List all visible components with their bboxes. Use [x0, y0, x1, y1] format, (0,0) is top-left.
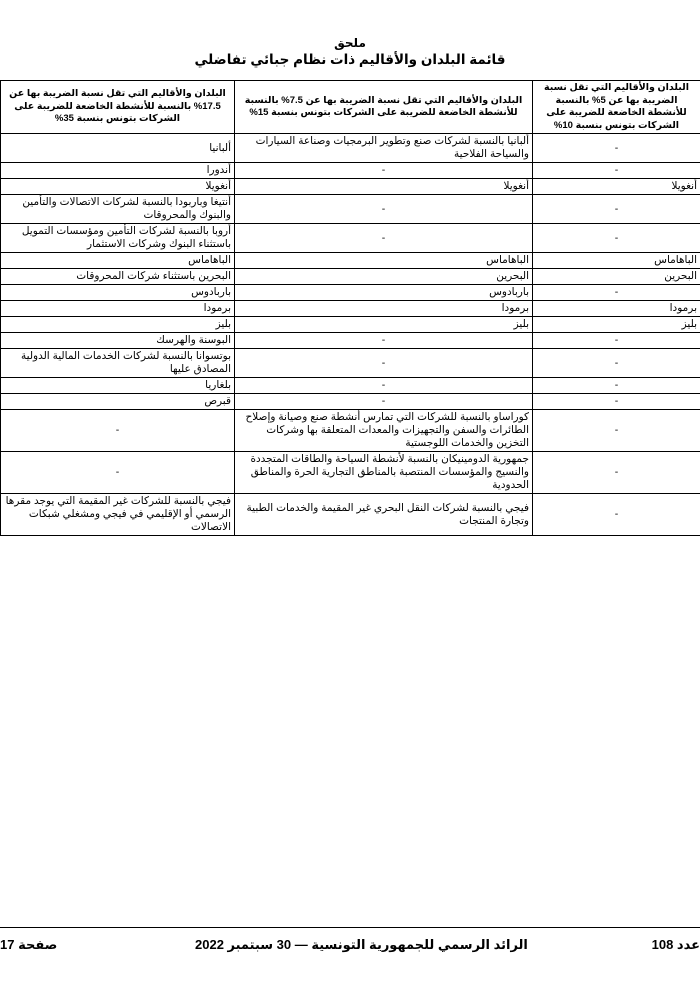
table-row	[1, 285, 700, 301]
table-cell: -	[533, 394, 700, 410]
table-cell: -	[533, 333, 700, 349]
table-cell: أروبا بالنسبة لشركات التأمين ومؤسسات التمويل باستثناء البنوك وشركات الاستثمار	[1, 224, 235, 253]
table-cell: أنتيغا وباربودا بالنسبة لشركات الاتصالات والتأمين والبنوك والمحروقات	[1, 195, 235, 224]
table-row	[1, 333, 700, 349]
table-cell: بليز	[1, 317, 235, 333]
table-cell: بليز	[533, 317, 700, 333]
table-cell: كوراساو بالنسبة للشركات التي تمارس أنشطة صنع وصيانة وإصلاح الطائرات والسفن والتجهيزات والمعدات المتعلقة بها وشركات التخزين والخدمات اللوجستية	[235, 410, 533, 452]
table-cell: -	[1, 410, 235, 452]
table-cell: أنغويلا	[533, 179, 700, 195]
table-cell: ألبانيا	[1, 134, 235, 163]
table-cell: برمودا	[1, 301, 235, 317]
page-number: صفحة 17	[0, 937, 58, 952]
table-cell: بليز	[235, 317, 533, 333]
countries-table	[0, 80, 700, 536]
table-cell: ألبانيا بالنسبة لشركات صنع وتطوير البرمجيات وصناعة السيارات والسياحة الفلاحية	[235, 134, 533, 163]
header-35-percent: البلدان والأقاليم التي تقل نسبة الضريبة بها عن 17.5% بالنسبة للأنشطة الخاضعة للضريبة على الشركات بتونس بنسبة 35%	[1, 81, 235, 134]
table-row	[1, 179, 700, 195]
table-cell: -	[533, 349, 700, 378]
annex-label: ملحق	[334, 36, 366, 50]
table-cell: برمودا	[235, 301, 533, 317]
table-row	[1, 394, 700, 410]
table-header-row	[1, 81, 700, 134]
table-cell: -	[533, 134, 700, 163]
table-cell: الباهاماس	[533, 253, 700, 269]
table-cell: -	[235, 349, 533, 378]
table-row	[1, 378, 700, 394]
page-titles	[0, 36, 700, 68]
table-row	[1, 195, 700, 224]
header-10-percent: البلدان والأقاليم التي تقل نسبة الضريبة بها عن 5% بالنسبة للأنشطة الخاضعة للضريبة على الشركات بتونس بنسبة 10%	[533, 81, 700, 134]
page-title: قائمة البلدان والأقاليم ذات نظام جبائي تفاضلي	[194, 52, 506, 67]
table-row	[1, 349, 700, 378]
gazette-date: الرائد الرسمي للجمهورية التونسية — 30 سبتمبر 2022	[195, 937, 528, 952]
table-cell: -	[533, 494, 700, 536]
table-cell: قبرص	[1, 394, 235, 410]
table-cell: البحرين باستثناء شركات المحروقات	[1, 269, 235, 285]
table-body	[1, 134, 700, 536]
table-cell: -	[235, 195, 533, 224]
table-cell: الباهاماس	[1, 253, 235, 269]
table-cell: الباهاماس	[235, 253, 533, 269]
table-cell: -	[533, 224, 700, 253]
table-cell: -	[533, 285, 700, 301]
table-cell: -	[235, 163, 533, 179]
table-row	[1, 224, 700, 253]
table-cell: -	[235, 224, 533, 253]
table-cell: -	[533, 410, 700, 452]
table-row	[1, 269, 700, 285]
table-cell: أنغويلا	[1, 179, 235, 195]
table-cell: برمودا	[533, 301, 700, 317]
table-cell: -	[1, 452, 235, 494]
table-cell: -	[533, 378, 700, 394]
table-cell: البحرين	[235, 269, 533, 285]
table-cell: بوتسوانا بالنسبة لشركات الخدمات المالية الدولية المصادق عليها	[1, 349, 235, 378]
issue-number: عدد 108	[651, 937, 700, 952]
table-cell: -	[533, 452, 700, 494]
header-15-percent: البلدان والأقاليم التي تقل نسبة الضريبة بها عن 7.5% بالنسبة للأنشطة الخاضعة للضريبة على الشركات بتونس بنسبة 15%	[235, 81, 533, 134]
page-footer	[0, 937, 700, 957]
table-row	[1, 301, 700, 317]
table-cell: أندورا	[1, 163, 235, 179]
footer-divider	[0, 927, 700, 928]
table-row	[1, 134, 700, 163]
table-cell: بلغاريا	[1, 378, 235, 394]
table-cell: باربادوس	[1, 285, 235, 301]
table-cell: باربادوس	[235, 285, 533, 301]
table-cell: -	[235, 378, 533, 394]
table-cell: البوسنة والهرسك	[1, 333, 235, 349]
table-row	[1, 163, 700, 179]
table-cell: -	[533, 195, 700, 224]
table-row	[1, 452, 700, 494]
table-cell: -	[235, 333, 533, 349]
table-cell: فيجي بالنسبة لشركات النقل البحري غير المقيمة والخدمات الطبية وتجارة المنتجات	[235, 494, 533, 536]
table-cell: -	[533, 163, 700, 179]
table-row	[1, 410, 700, 452]
table-row	[1, 317, 700, 333]
table-row	[1, 494, 700, 536]
table-cell: جمهورية الدومينيكان بالنسبة لأنشطة السياحة والطاقات المتجددة والنسيج والمؤسسات المنتصبة بالمناطق التجارية الحرة والمناطق الحدودية	[235, 452, 533, 494]
table-cell: أنغويلا	[235, 179, 533, 195]
table-cell: فيجي بالنسبة للشركات غير المقيمة التي يوجد مقرها الرسمي أو الإقليمي في فيجي ومشغلي شبكات الاتصالات	[1, 494, 235, 536]
table-row	[1, 253, 700, 269]
table-cell: البحرين	[533, 269, 700, 285]
table-cell: -	[235, 394, 533, 410]
